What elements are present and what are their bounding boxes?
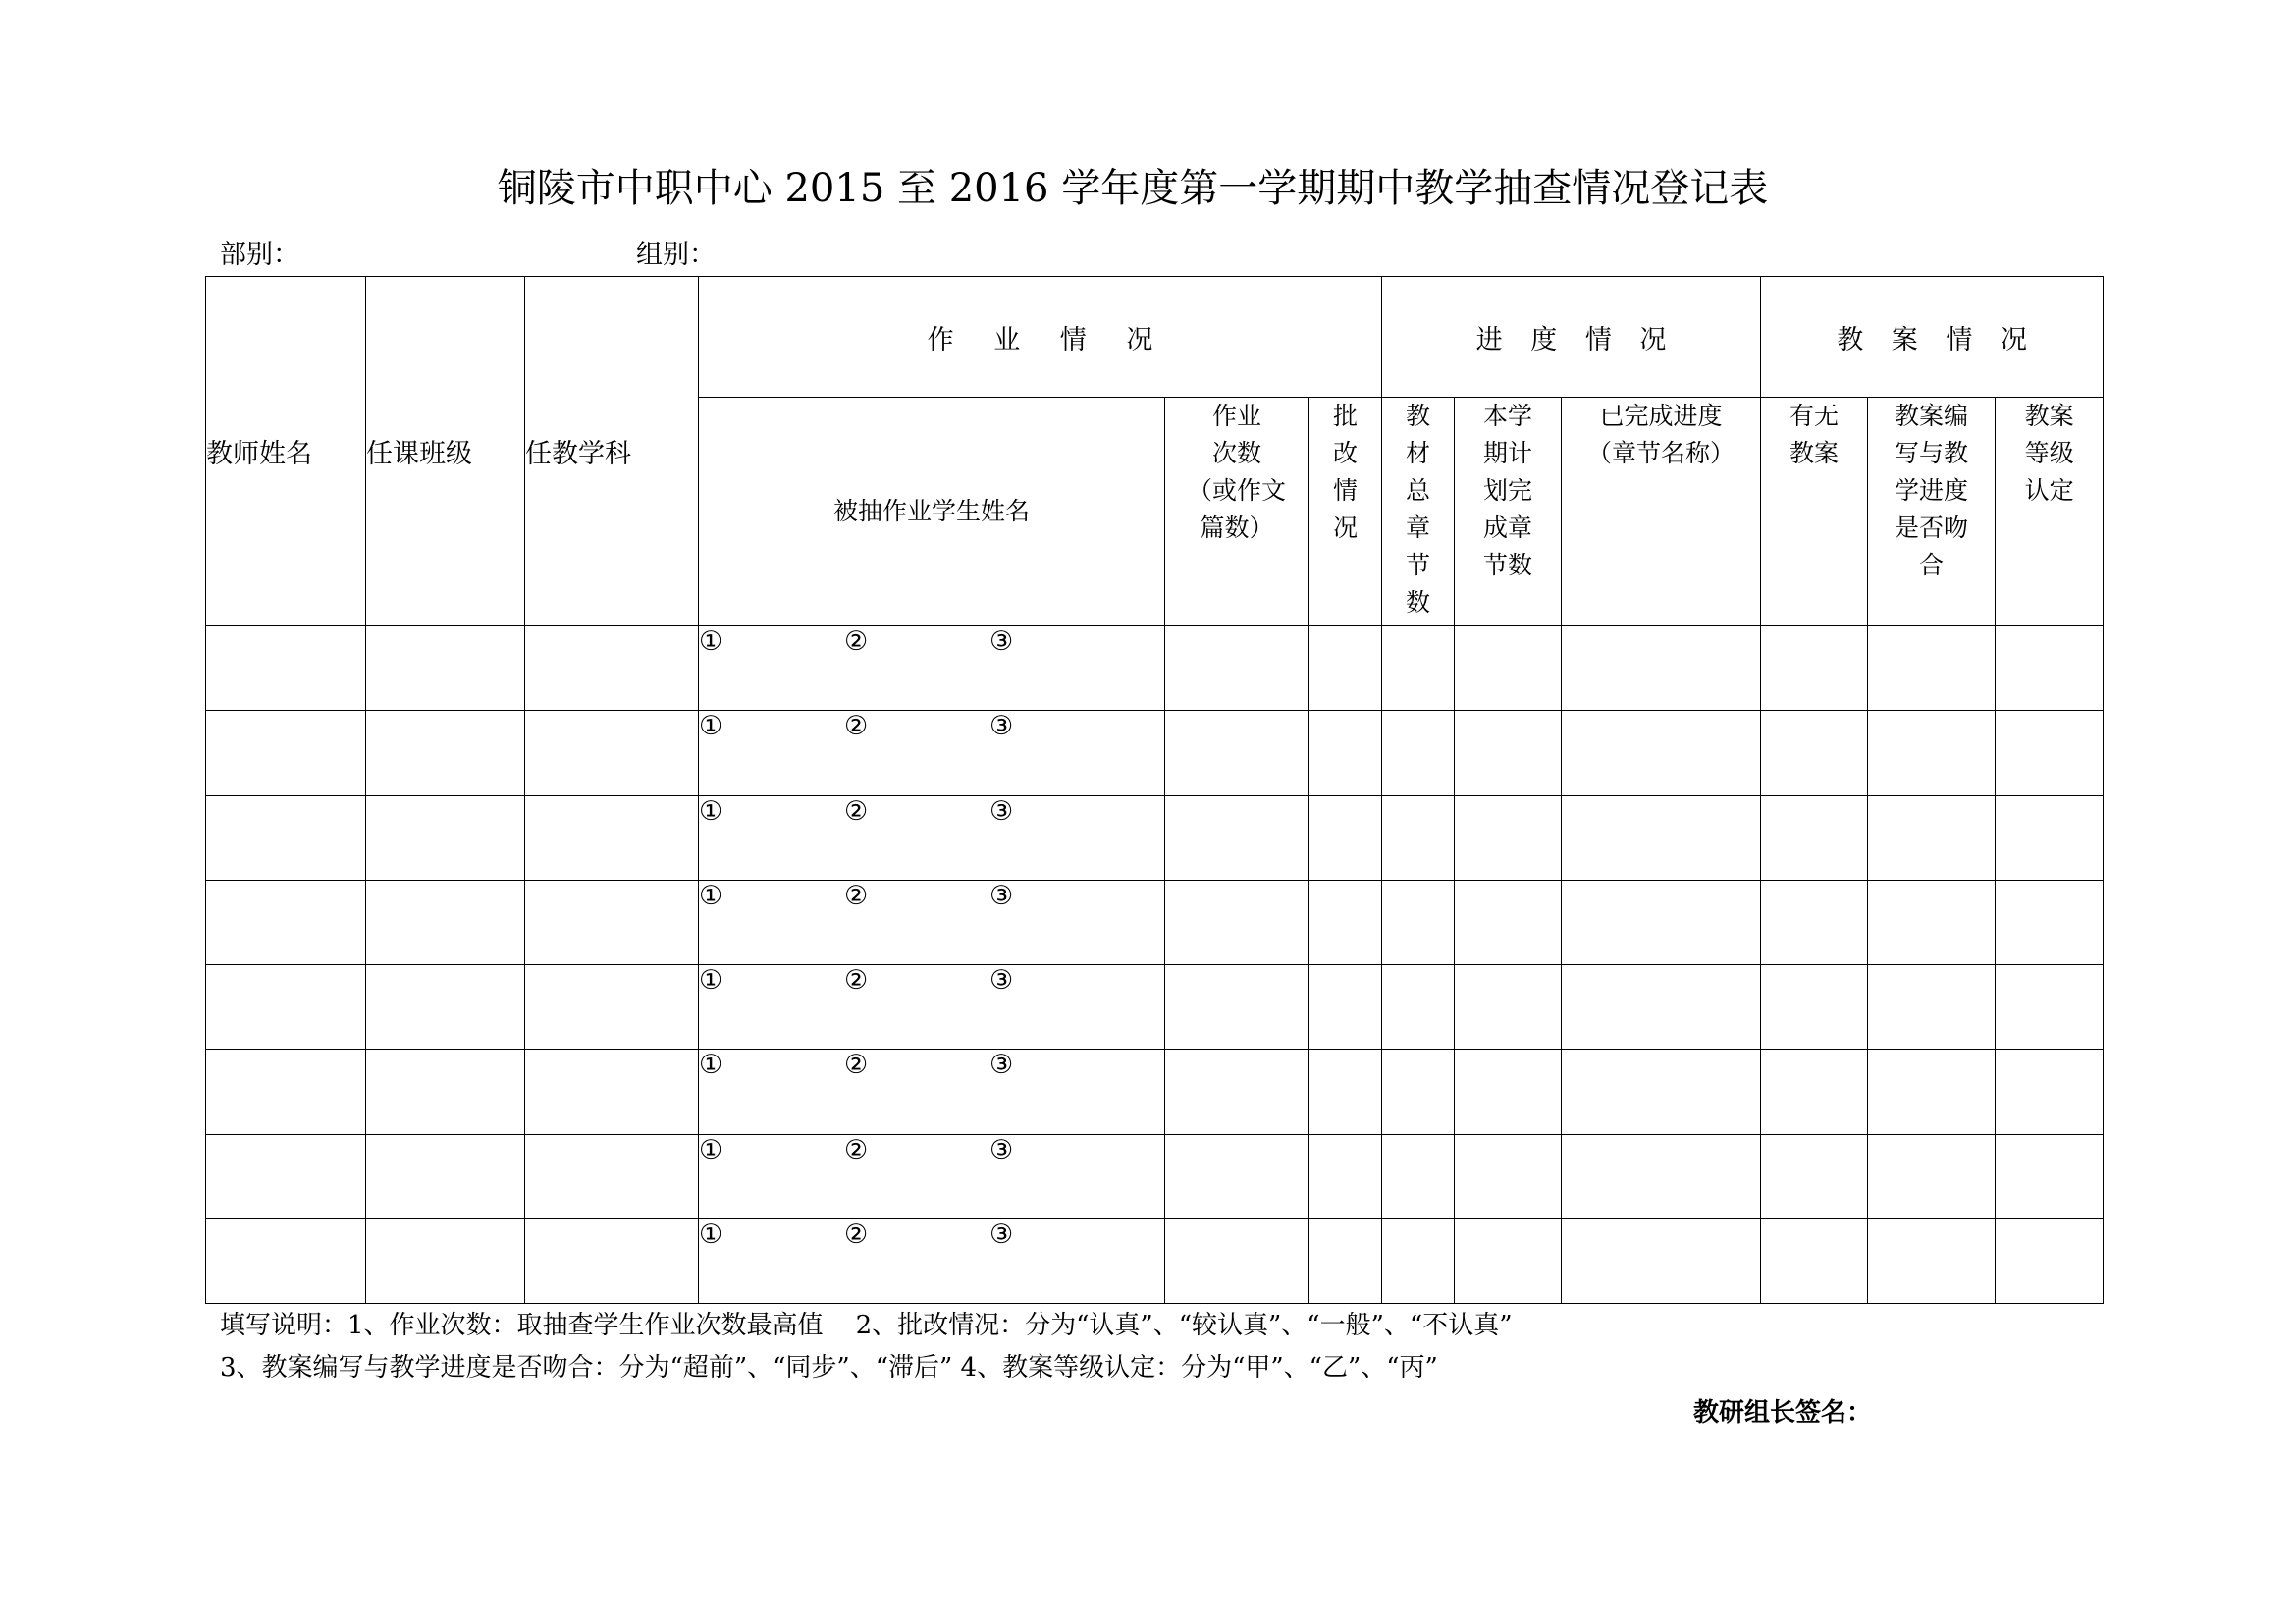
cell-total-chapters xyxy=(1382,626,1455,711)
cell-grading xyxy=(1309,1050,1382,1134)
cell-students xyxy=(699,1218,1165,1303)
cell-completed-progress xyxy=(1562,626,1761,711)
cell-class xyxy=(366,1050,525,1134)
cell-subject xyxy=(525,1050,699,1134)
cell-planned-chapters xyxy=(1455,711,1562,795)
cell-students xyxy=(699,880,1165,964)
cell-homework-count xyxy=(1165,626,1309,711)
cell-plan-grade xyxy=(1996,1050,2104,1134)
cell-has-lesson-plan xyxy=(1761,965,1868,1050)
cell-grading xyxy=(1309,711,1382,795)
student-mark-3: ③ xyxy=(989,1134,1014,1165)
cell-grading xyxy=(1309,1134,1382,1218)
cell-teacher-name xyxy=(206,1134,366,1218)
cell-class xyxy=(366,1134,525,1218)
cell-plan-grade xyxy=(1996,795,2104,880)
cell-teacher-name xyxy=(206,626,366,711)
table-row xyxy=(206,1134,2104,1218)
cell-subject xyxy=(525,711,699,795)
cell-subject xyxy=(525,965,699,1050)
cell-has-lesson-plan xyxy=(1761,711,1868,795)
student-mark-2: ② xyxy=(844,626,869,657)
cell-students xyxy=(699,1050,1165,1134)
cell-total-chapters xyxy=(1382,1134,1455,1218)
cell-total-chapters xyxy=(1382,965,1455,1050)
student-mark-1: ① xyxy=(699,880,723,911)
cell-planned-chapters xyxy=(1455,1218,1562,1303)
cell-grading xyxy=(1309,795,1382,880)
table-row xyxy=(206,1218,2104,1303)
cell-plan-alignment xyxy=(1868,711,1996,795)
cell-class xyxy=(366,711,525,795)
table-body xyxy=(206,626,2104,1304)
header-plan-grade: 教案 等级 认定 xyxy=(1996,398,2104,626)
cell-plan-grade xyxy=(1996,1134,2104,1218)
student-mark-1: ① xyxy=(699,1218,723,1250)
note-line-1: 填写说明：1、作业次数：取抽查学生作业次数最高值 2、批改情况：分为“认真”、“较认真”、“一般”、“不认真” xyxy=(220,1311,1513,1340)
cell-has-lesson-plan xyxy=(1761,626,1868,711)
cell-plan-alignment xyxy=(1868,880,1996,964)
table-row xyxy=(206,965,2104,1050)
cell-planned-chapters xyxy=(1455,626,1562,711)
student-mark-3: ③ xyxy=(989,1050,1014,1081)
cell-grading xyxy=(1309,1218,1382,1303)
header-lesson-plan-group: 教 案 情 况 xyxy=(1761,277,2104,398)
student-mark-1: ① xyxy=(699,1050,723,1081)
cell-teacher-name xyxy=(206,1218,366,1303)
cell-planned-chapters xyxy=(1455,1134,1562,1218)
cell-homework-count xyxy=(1165,1050,1309,1134)
cell-subject xyxy=(525,626,699,711)
student-mark-2: ② xyxy=(844,1218,869,1250)
cell-homework-count xyxy=(1165,965,1309,1050)
header-row-groups xyxy=(206,277,2104,398)
student-mark-1: ① xyxy=(699,1134,723,1165)
student-mark-1: ① xyxy=(699,795,723,827)
group-label: 组别： xyxy=(636,240,716,270)
student-mark-2: ② xyxy=(844,795,869,827)
cell-completed-progress xyxy=(1562,965,1761,1050)
cell-total-chapters xyxy=(1382,711,1455,795)
cell-planned-chapters xyxy=(1455,965,1562,1050)
cell-homework-count xyxy=(1165,880,1309,964)
table-row xyxy=(206,795,2104,880)
cell-homework-count xyxy=(1165,1218,1309,1303)
signature-label: 教研组长签名： xyxy=(1693,1398,1873,1428)
cell-teacher-name xyxy=(206,1050,366,1134)
cell-teacher-name xyxy=(206,711,366,795)
cell-plan-grade xyxy=(1996,965,2104,1050)
cell-plan-alignment xyxy=(1868,626,1996,711)
header-subject: 任教学科 xyxy=(525,277,699,626)
student-mark-1: ① xyxy=(699,626,723,657)
cell-students xyxy=(699,711,1165,795)
cell-students xyxy=(699,795,1165,880)
student-mark-2: ② xyxy=(844,880,869,911)
cell-completed-progress xyxy=(1562,1218,1761,1303)
cell-plan-grade xyxy=(1996,711,2104,795)
cell-completed-progress xyxy=(1562,1050,1761,1134)
student-mark-3: ③ xyxy=(989,965,1014,996)
cell-plan-alignment xyxy=(1868,965,1996,1050)
cell-total-chapters xyxy=(1382,795,1455,880)
header-planned-chapters: 本学 期计 划完 成章 节数 xyxy=(1455,398,1562,626)
cell-completed-progress xyxy=(1562,1134,1761,1218)
cell-total-chapters xyxy=(1382,1050,1455,1134)
cell-homework-count xyxy=(1165,795,1309,880)
cell-has-lesson-plan xyxy=(1761,1050,1868,1134)
cell-grading xyxy=(1309,965,1382,1050)
cell-plan-alignment xyxy=(1868,795,1996,880)
student-mark-3: ③ xyxy=(989,1218,1014,1250)
table-row xyxy=(206,711,2104,795)
cell-completed-progress xyxy=(1562,711,1761,795)
cell-has-lesson-plan xyxy=(1761,1134,1868,1218)
header-grading: 批 改 情 况 xyxy=(1309,398,1382,626)
student-mark-1: ① xyxy=(699,711,723,742)
student-mark-3: ③ xyxy=(989,795,1014,827)
cell-subject xyxy=(525,1134,699,1218)
cell-class xyxy=(366,795,525,880)
cell-subject xyxy=(525,880,699,964)
header-progress-group: 进 度 情 况 xyxy=(1382,277,1761,398)
cell-planned-chapters xyxy=(1455,1050,1562,1134)
cell-has-lesson-plan xyxy=(1761,1218,1868,1303)
cell-total-chapters xyxy=(1382,880,1455,964)
cell-plan-alignment xyxy=(1868,1134,1996,1218)
header-students: 被抽作业学生姓名 xyxy=(699,398,1165,626)
header-completed-progress: 已完成进度 （章节名称） xyxy=(1562,398,1761,626)
table-row xyxy=(206,880,2104,964)
header-homework-count: 作业 次数 （或作文 篇数） xyxy=(1165,398,1309,626)
cell-subject xyxy=(525,1218,699,1303)
department-label: 部别： xyxy=(220,240,299,270)
cell-plan-grade xyxy=(1996,880,2104,964)
cell-plan-alignment xyxy=(1868,1050,1996,1134)
cell-class xyxy=(366,626,525,711)
cell-completed-progress xyxy=(1562,880,1761,964)
cell-planned-chapters xyxy=(1455,880,1562,964)
cell-class xyxy=(366,1218,525,1303)
header-has-lesson-plan: 有无 教案 xyxy=(1761,398,1868,626)
cell-teacher-name xyxy=(206,965,366,1050)
cell-students xyxy=(699,626,1165,711)
cell-planned-chapters xyxy=(1455,795,1562,880)
cell-class xyxy=(366,965,525,1050)
cell-teacher-name xyxy=(206,795,366,880)
cell-homework-count xyxy=(1165,711,1309,795)
cell-class xyxy=(366,880,525,964)
header-homework-group: 作 业 情 况 xyxy=(699,277,1382,398)
student-mark-2: ② xyxy=(844,1134,869,1165)
cell-students xyxy=(699,965,1165,1050)
cell-completed-progress xyxy=(1562,795,1761,880)
student-mark-2: ② xyxy=(844,1050,869,1081)
student-mark-3: ③ xyxy=(989,880,1014,911)
cell-has-lesson-plan xyxy=(1761,880,1868,964)
header-teacher-name: 教师姓名 xyxy=(206,277,366,626)
header-class: 任课班级 xyxy=(366,277,525,626)
student-mark-2: ② xyxy=(844,711,869,742)
cell-grading xyxy=(1309,626,1382,711)
header-plan-alignment: 教案编 写与教 学进度 是否吻 合 xyxy=(1868,398,1996,626)
table-row xyxy=(206,626,2104,711)
cell-plan-grade xyxy=(1996,1218,2104,1303)
cell-plan-grade xyxy=(1996,626,2104,711)
cell-subject xyxy=(525,795,699,880)
student-mark-1: ① xyxy=(699,965,723,996)
student-mark-3: ③ xyxy=(989,711,1014,742)
cell-students xyxy=(699,1134,1165,1218)
cell-has-lesson-plan xyxy=(1761,795,1868,880)
cell-total-chapters xyxy=(1382,1218,1455,1303)
cell-homework-count xyxy=(1165,1134,1309,1218)
table-row xyxy=(206,1050,2104,1134)
cell-plan-alignment xyxy=(1868,1218,1996,1303)
header-total-chapters: 教 材 总 章 节 数 xyxy=(1382,398,1455,626)
student-mark-3: ③ xyxy=(989,626,1014,657)
cell-teacher-name xyxy=(206,880,366,964)
page-title: 铜陵市中职中心 2015 至 2016 学年度第一学期期中教学抽查情况登记表 xyxy=(497,166,1769,211)
note-line-2: 3、教案编写与教学进度是否吻合：分为“超前”、“同步”、“滞后” 4、教案等级认定：分为“甲”、“乙”、“丙” xyxy=(220,1353,1438,1382)
cell-grading xyxy=(1309,880,1382,964)
inspection-table xyxy=(205,276,2104,1304)
student-mark-2: ② xyxy=(844,965,869,996)
